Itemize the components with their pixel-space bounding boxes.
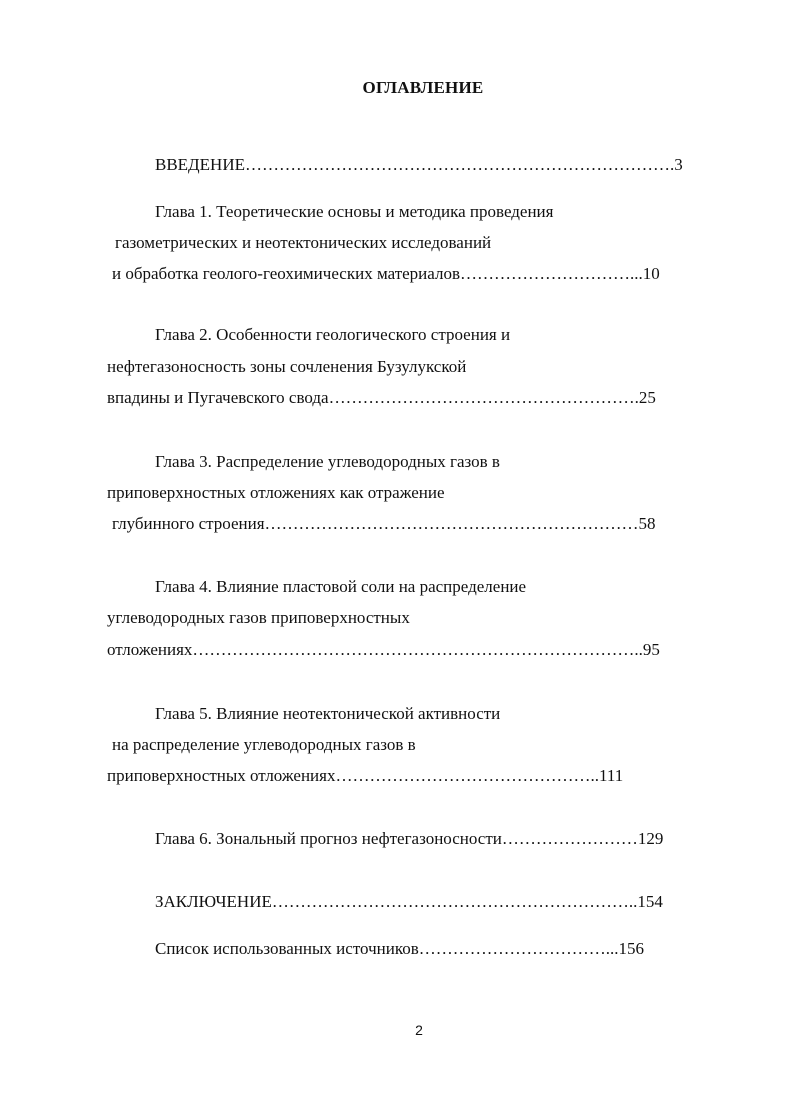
- toc-chapter-1-line-1: Глава 1. Теоретические основы и методика проведения: [155, 202, 554, 221]
- toc-chapter-2-line-2: нефтегазоносность зоны сочленения Бузулукской: [107, 357, 467, 376]
- toc-entry-introduction: ВВЕДЕНИЕ………………………………………………………………….3: [155, 155, 683, 174]
- toc-chapter-3-line-2: приповерхностных отложениях как отражение: [107, 483, 445, 502]
- page-number: 2: [415, 1022, 423, 1038]
- toc-entry-references: Список использованных источников……………………………...156: [155, 939, 644, 958]
- toc-chapter-5-line-1: Глава 5. Влияние неотектонической активности: [155, 704, 501, 723]
- toc-chapter-1-line-3: и обработка геолого-геохимических материалов…………………………...10: [112, 264, 660, 283]
- toc-chapter-3-line-3: глубинного строения…………………………………………………………58: [112, 514, 656, 533]
- toc-chapter-4-line-1: Глава 4. Влияние пластовой соли на распределение: [155, 577, 527, 596]
- toc-chapter-2-line-3: впадины и Пугачевского свода……………………………………………….25: [107, 388, 656, 407]
- toc-chapter-4-line-2: углеводородных газов приповерхностных: [107, 608, 410, 627]
- toc-chapter-3-line-1: Глава 3. Распределение углеводородных газов в: [155, 452, 500, 471]
- toc-chapter-6: Глава 6. Зональный прогноз нефтегазоносности……………………129: [155, 829, 664, 848]
- toc-chapter-2-line-1: Глава 2. Особенности геологического строения и: [155, 325, 511, 344]
- toc-chapter-4-line-3: отложениях……………………………………………………………………..95: [107, 640, 660, 659]
- toc-chapter-5-line-2: на распределение углеводородных газов в: [112, 735, 416, 754]
- toc-entry-conclusion: ЗАКЛЮЧЕНИЕ………………………………………………………..154: [155, 892, 663, 911]
- toc-chapter-5-line-3: приповерхностных отложениях………………………………………..111: [107, 766, 624, 785]
- page-title: ОГЛАВЛЕНИЕ: [362, 78, 484, 97]
- toc-chapter-1-line-2: газометрических и неотектонических исследований: [115, 233, 492, 252]
